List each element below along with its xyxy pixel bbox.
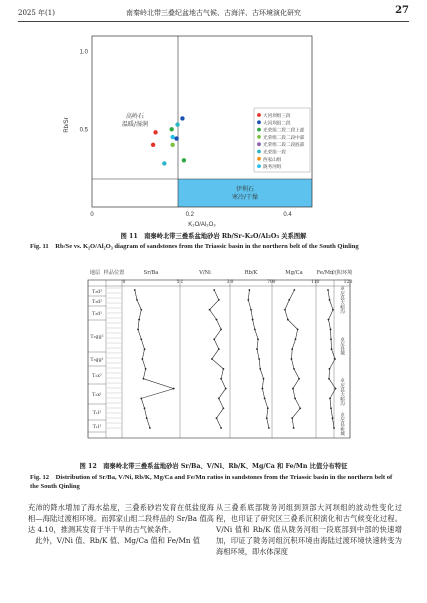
series-point	[329, 398, 331, 400]
environment-label: 卓尼县大峪沟	[339, 378, 345, 406]
environment-label: 卓尼县新城	[339, 412, 345, 436]
series-point	[327, 289, 329, 291]
series-point	[140, 398, 142, 400]
legend-label: 光荣组二段二段上部	[263, 128, 305, 134]
column-header: V/Ni	[199, 270, 211, 276]
legend-label: 光荣组一段	[263, 150, 286, 156]
fig11-caption-zh: 图 11 南秦岭北带三叠系盆地砂岩 Rb/Sr–K₂O/Al₂O₃ 关系图解	[120, 233, 307, 240]
series-point	[223, 368, 225, 370]
series-point	[137, 329, 139, 331]
series-point	[218, 299, 220, 301]
stratum-label: T₃d²	[91, 300, 103, 305]
series-point	[220, 427, 222, 429]
series-point	[247, 299, 249, 301]
column-header: Fe/Mn	[316, 270, 334, 276]
series-point	[250, 309, 252, 311]
series-point	[294, 398, 296, 400]
series-point	[267, 407, 269, 409]
series-point	[134, 289, 136, 291]
panel-tick-label: 0	[316, 280, 320, 285]
series-point	[248, 289, 250, 291]
y-tick-label: 1.0	[79, 49, 88, 56]
stratum-label: T₁l²	[92, 411, 102, 416]
series-point	[293, 289, 295, 291]
series-point	[329, 368, 331, 370]
fig11-caption-en-body: Rb/Se vs. K₂O/Al₂O₃ diagram of sandstones from the Triassic basin in the northern belt of the South Qinling	[55, 243, 359, 250]
series-line	[135, 290, 174, 428]
series-point	[143, 378, 145, 380]
body-text-right: 从三叠系底部陇务河组到顶部大河坝组的波动性变化过程，也印证了研究区三叠系沉积演化和古气候变化过程。V/Ni 值和 Rb/K 值从陇务河组一段底部到中部的快速增加，印证了陇务河组沉积环境由海陆过渡环境快速转变为海相环境，即水体深度	[216, 503, 402, 556]
series-point	[258, 358, 260, 360]
series-point	[328, 378, 330, 380]
panel-tick-label: 120	[343, 280, 353, 285]
series-point	[218, 398, 220, 400]
series-point	[149, 427, 151, 429]
stratum-label: T₂x¹	[92, 393, 102, 398]
fig12-caption-zh: 图 12 南秦岭北带三叠系盆地砂岩 Sr/Ba、V/Ni、Rb/K、Mg/Ca 和 Fe/Mn 比值分布特征	[79, 463, 348, 470]
series-point	[291, 417, 293, 419]
x-axis-label: K₂O/Al₂O₃	[188, 222, 216, 228]
series-point	[136, 299, 138, 301]
series-point	[293, 368, 295, 370]
series-point	[330, 407, 332, 409]
fig12-caption-en-prefix: Fig. 12	[30, 474, 50, 481]
x-tick-label: 0	[90, 212, 94, 218]
series-point	[220, 329, 222, 331]
column-header: Rb/K	[244, 270, 258, 276]
y-axis-label: Rb/Sr	[64, 117, 70, 133]
region-low-label-2: 寒冷/干燥	[231, 194, 259, 201]
series-point	[259, 368, 261, 370]
series-point	[138, 319, 140, 321]
series-point	[266, 417, 268, 419]
series-point	[288, 299, 290, 301]
series-point	[335, 388, 337, 390]
column-header: 沉积环境	[331, 270, 353, 276]
series-point	[332, 417, 334, 419]
series-point	[213, 338, 215, 340]
series-point	[291, 348, 293, 350]
series-point	[144, 407, 146, 409]
series-point	[331, 348, 333, 350]
region-low-label-1: 伊利石	[235, 186, 255, 193]
panel-tick-label: 0	[230, 280, 234, 285]
series-line	[285, 290, 300, 428]
series-point	[264, 398, 266, 400]
column-header: Mg/Ca	[285, 270, 303, 276]
legend-label: 大河坝组三段	[263, 114, 291, 119]
series-point	[223, 407, 225, 409]
legend-label: 西家山组	[263, 157, 282, 163]
stratum-label: T₃gg¹	[90, 358, 104, 363]
series-point	[254, 329, 256, 331]
stratum-label: T₂x²	[92, 374, 102, 379]
series-point	[141, 358, 143, 360]
series-point	[268, 427, 270, 429]
x-tick-label: 0.2	[185, 212, 194, 218]
stratum-label: T₃d³	[91, 290, 103, 295]
panel-tick-label: 0	[272, 280, 276, 285]
series-point	[291, 358, 293, 360]
environment-label: 卓尼县城	[339, 336, 345, 356]
series-point	[330, 338, 332, 340]
series-point	[218, 348, 220, 350]
series-point	[140, 338, 142, 340]
page-number: 27	[395, 5, 409, 16]
stratum-label: T₃gg²	[90, 335, 104, 340]
column-header: 地层	[89, 270, 101, 276]
series-point	[146, 417, 148, 419]
series-point	[293, 427, 295, 429]
x-tick-label: 0.4	[283, 212, 292, 218]
panel-tick-label: 70	[267, 280, 273, 285]
panel-tick-label: 5	[176, 280, 180, 285]
series-point	[213, 289, 215, 291]
column-header: Sr/Ba	[143, 270, 159, 276]
region-high-label-1: 高岭石	[125, 113, 145, 120]
series-point	[292, 388, 294, 390]
legend-label: 光荣组二段二段中部	[263, 135, 305, 141]
series-point	[252, 319, 254, 321]
series-point	[216, 417, 218, 419]
series-point	[225, 388, 227, 390]
panel-tick-label: 0	[122, 280, 126, 285]
series-point	[211, 358, 213, 360]
column-header: 样品位置	[103, 270, 125, 276]
series-point	[257, 338, 259, 340]
journal-issue: 2025 年(1)	[18, 9, 55, 17]
series-point	[262, 388, 264, 390]
series-point	[334, 358, 336, 360]
series-point	[140, 309, 142, 311]
series-point	[263, 378, 265, 380]
legend-label: 光荣组二段二段底部	[263, 143, 305, 149]
series-point	[329, 299, 331, 301]
series-point	[173, 388, 175, 390]
y-tick-label: 0.5	[79, 127, 88, 134]
legend-label: 陇务河组	[263, 165, 282, 171]
legend-label: 大河坝组二段	[263, 121, 291, 127]
region-high-label-2: 温暖/湿润	[121, 121, 149, 128]
panel-tick-label: 3	[226, 280, 230, 285]
series-point	[297, 329, 299, 331]
series-point	[330, 329, 332, 331]
series-point	[220, 378, 222, 380]
body-text-left: 充沛的降水增加了海水盐度，三叠系砂岩发育在低盐度海相—海陆过渡相环境。而郭家山组二段样品的 Sr/Ba 值高达 4.10，推测其发育于半干旱的古气候条件。 此外，V/Ni 值、Rb/K 值、Mg/Ca 值和 Fe/Mn 值	[28, 503, 214, 545]
environment-label: 卓尼县大峪沟	[339, 286, 345, 314]
fig11-caption-en-prefix: Fig. 11	[30, 243, 49, 250]
series-point	[209, 309, 211, 311]
panel-tick-label: 11	[311, 280, 317, 285]
fig12-caption-en	[30, 474, 400, 491]
series-point	[299, 407, 301, 409]
fig12-caption-en-body: Distribution of Sr/Ba, V/Ni, Rb/K, Mg/Ca and Fe/Mn ratios in sandstones from the Triassic basin in the northern belt of the South Qinling	[30, 474, 393, 490]
series-point	[298, 378, 300, 380]
series-point	[216, 319, 218, 321]
series-point	[332, 309, 334, 311]
series-point	[328, 319, 330, 321]
stratum-label: T₁l¹	[92, 425, 102, 430]
running-title: 南秦岭北带三叠纪盆地古气候、古海洋、古环境演化研究	[126, 9, 301, 17]
stratum-label: T₃d¹	[91, 312, 103, 317]
series-point	[145, 368, 147, 370]
panel-tick-label: 1	[180, 280, 184, 285]
series-point	[144, 348, 146, 350]
series-point	[287, 319, 289, 321]
series-point	[284, 309, 286, 311]
series-point	[256, 348, 258, 350]
series-point	[295, 338, 297, 340]
series-point	[333, 427, 335, 429]
